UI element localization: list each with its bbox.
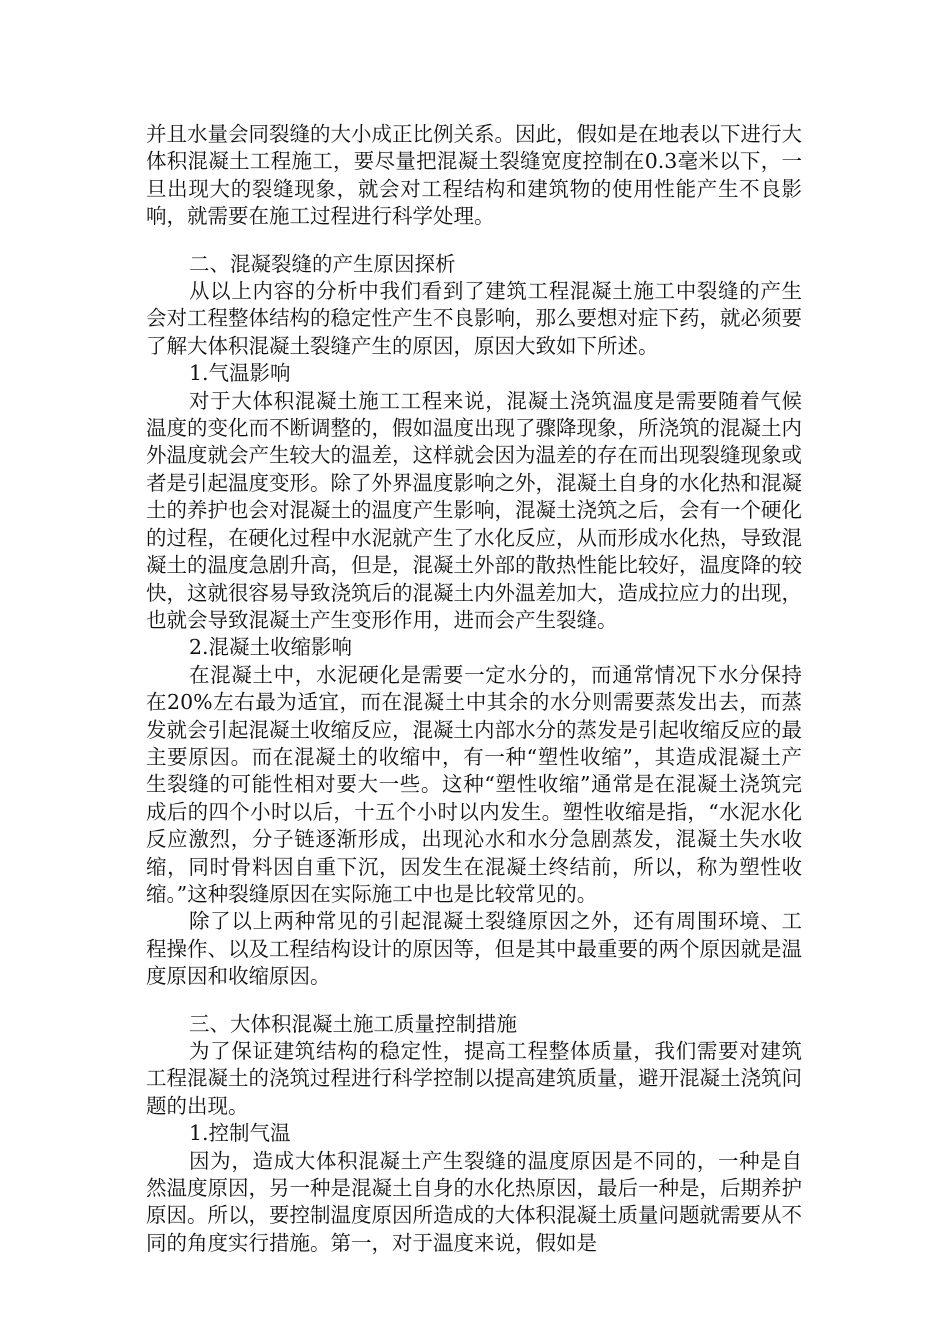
document-body	[146, 121, 802, 1257]
paragraph-control-temperature: 因为，造成大体积混凝土产生裂缝的温度原因是不同的，一种是自然温度原因，另一种是混凝土自身的水化热原因，最后一种是，后期养护原因。所以，要控制温度原因所造成的大体积混凝土质量问题就需要从不同的角度实行措施。第一，对于温度来说，假如是	[146, 1148, 802, 1255]
paragraph-quality-control-intro: 为了保证建筑结构的稳定性，提高工程整体质量，我们需要对建筑工程混凝土的浇筑过程进行科学控制以提高建筑质量，避开混凝土浇筑问题的出现。	[146, 1039, 802, 1118]
paragraph-causes-intro: 从以上内容的分析中我们看到了建筑工程混凝土施工中裂缝的产生会对工程整体结构的稳定性产生不良影响，那么要想对症下药，就必须要了解大体积混凝土裂缝产生的原因，原因大致如下所述。	[146, 279, 802, 358]
subheading-shrinkage-influence: 2.混凝土收缩影响	[189, 635, 353, 660]
section-heading-quality-control: 三、大体积混凝土施工质量控制措施	[189, 1011, 517, 1036]
subheading-control-temperature: 1.控制气温	[189, 1121, 291, 1146]
paragraph-shrinkage-influence: 在混凝土中，水泥硬化是需要一定水分的，而通常情况下水分保持在20%左右最为适宜，而在混凝土中其余的水分则需要蒸发出去，而蒸发就会引起混凝土收缩反应，混凝土内部水分的蒸发是引起收缩反应的最主要原因。而在混凝土的收缩中，有一种“塑性收缩”，其造成混凝土产生裂缝的可能性相对要大一些。这种“塑性收缩”通常是在混凝土浇筑完成后的四个小时以后，十五个小时以内发生。塑性收缩是指，“水泥水化反应激烈，分子链逐渐形成，出现沁水和水分急剧蒸发，混凝土失水收缩，同时骨料因自重下沉，因发生在混凝土终结前，所以，称为塑性收缩。”这种裂缝原因在实际施工中也是比较常见的。	[146, 662, 802, 906]
paragraph-crack-width-intro: 并且水量会同裂缝的大小成正比例关系。因此，假如是在地表以下进行大体积混凝土工程施工，要尽量把混凝土裂缝宽度控制在0.3毫米以下，一旦出现大的裂缝现象，就会对工程结构和建筑物的使用性能产生不良影响，就需要在施工过程进行科学处理。	[146, 122, 802, 229]
paragraph-temperature-influence: 对于大体积混凝土施工工程来说，混凝土浇筑温度是需要随着气候温度的变化而不断调整的，假如温度出现了骤降现象，所浇筑的混凝土内外温度就会产生较大的温差，这样就会因为温差的存在而出现裂缝现象或者是引起温度变形。除了外界温度影响之外，混凝土自身的水化热和混凝土的养护也会对混凝土的温度产生影响，混凝土浇筑之后，会有一个硬化的过程，在硬化过程中水泥就产生了水化反应，从而形成水化热，导致混凝土的温度急剧升高，但是，混凝土外部的散热性能比较好，温度降的较快，这就很容易导致浇筑后的混凝土内外温差加大，造成拉应力的出现，也就会导致混凝土产生变形作用，进而会产生裂缝。	[146, 388, 802, 632]
subheading-temperature-influence: 1.气温影响	[189, 361, 291, 386]
section-heading-causes: 二、混凝裂缝的产生原因探析	[189, 251, 456, 276]
paragraph-other-causes: 除了以上两种常见的引起混凝土裂缝原因之外，还有周围环境、工程操作、以及工程结构设计的原因等，但是其中最重要的两个原因就是温度原因和收缩原因。	[146, 909, 802, 989]
